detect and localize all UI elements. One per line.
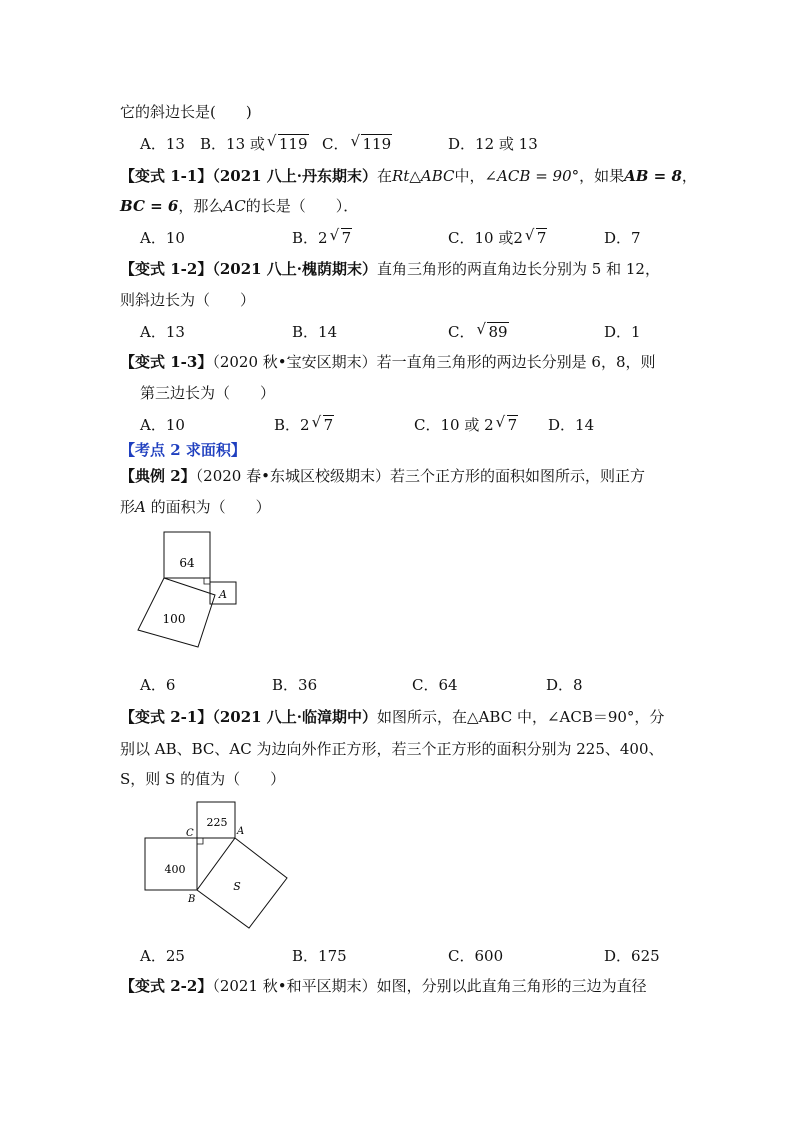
option-a: A．10 — [140, 416, 185, 434]
variant-1-2-line2: 则斜边长为（ ） — [120, 291, 256, 309]
section-heading: 【考点 2 求面积】 — [120, 441, 246, 459]
option-a: A．13 — [140, 323, 185, 341]
right-angle-mark — [204, 578, 210, 584]
option-d: D．7 — [604, 229, 641, 247]
variant-2-1-figure — [140, 798, 300, 938]
option-d: D．8 — [546, 676, 583, 694]
variant-1-1-line1: 【变式 1-1】（2021 八上·丹东期末）在Rt△ABC中，∠ACB = 90°，如果AB = 8， — [120, 167, 697, 185]
option-d: D．12 或 13 — [448, 135, 538, 153]
variant-2-2-line1: 【变式 2-2】（2021 秋•和平区期末）如图，分别以此直角三角形的三边为直径 — [120, 977, 647, 995]
option-c: C． √ 119 — [322, 132, 392, 153]
example-2-figure — [130, 525, 250, 665]
option-a: A．10 — [140, 229, 185, 247]
option-b: B．14 — [292, 323, 338, 341]
option-c: C．600 — [448, 947, 504, 965]
option-c: C．10 或 2 √ 7 — [414, 413, 518, 434]
variant-2-1-line3: S，则 S 的值为（ ） — [120, 770, 286, 788]
point-c: C — [186, 828, 194, 839]
label-100: 100 — [162, 612, 186, 626]
square-s — [197, 838, 287, 928]
option-d: D．1 — [604, 323, 641, 341]
option-a: A．13 — [140, 135, 185, 153]
option-b: B．36 — [272, 676, 318, 694]
right-angle-mark — [197, 838, 203, 844]
option-b: B．13 或 √ 119 — [200, 132, 308, 153]
option-c: C．64 — [412, 676, 458, 694]
option-a: A．6 — [140, 676, 176, 694]
option-b: B．2 √ 7 — [274, 413, 334, 434]
example-2-line2: 形A 的面积为（ ） — [120, 498, 271, 516]
option-d: D．625 — [604, 947, 660, 965]
example-2-line1: 【典例 2】（2020 春•东城区校级期末）若三个正方形的面积如图所示，则正方 — [120, 467, 645, 485]
option-b: B．2 √ 7 — [292, 226, 352, 247]
variant-1-1-line2: BC = 6，那么AC的长是（ ）． — [120, 197, 359, 215]
question-stem: 它的斜边长是( ) — [120, 103, 252, 121]
option-d: D．14 — [548, 416, 595, 434]
variant-1-3-line1: 【变式 1-3】（2020 秋•宝安区期末）若一直角三角形的两边长分别是 6，8，则 — [120, 353, 656, 371]
variant-1-2-line1: 【变式 1-2】（2021 八上·槐荫期末）直角三角形的两直角边长分别为 5 和 12， — [120, 260, 660, 278]
variant-2-1-line1: 【变式 2-1】（2021 八上·临漳期中）如图所示，在△ABC 中，∠ACB＝90°，分 — [120, 708, 665, 726]
label-400: 400 — [164, 863, 186, 876]
option-c: C．10 或2 √ 7 — [448, 226, 547, 247]
variant-1-3-line2: 第三边长为（ ） — [140, 384, 276, 402]
label-a: A — [219, 588, 227, 601]
point-b: B — [188, 894, 196, 905]
option-c: C． √ 89 — [448, 320, 508, 341]
label-225: 225 — [206, 816, 228, 829]
point-a: A — [237, 826, 245, 837]
option-a: A．25 — [140, 947, 185, 965]
option-b: B．175 — [292, 947, 347, 965]
label-64: 64 — [179, 556, 195, 570]
square-64 — [164, 532, 210, 578]
variant-2-1-line2: 别以 AB、BC、AC 为边向外作正方形，若三个正方形的面积分别为 225、400、 — [120, 740, 664, 758]
label-s: S — [233, 880, 241, 893]
